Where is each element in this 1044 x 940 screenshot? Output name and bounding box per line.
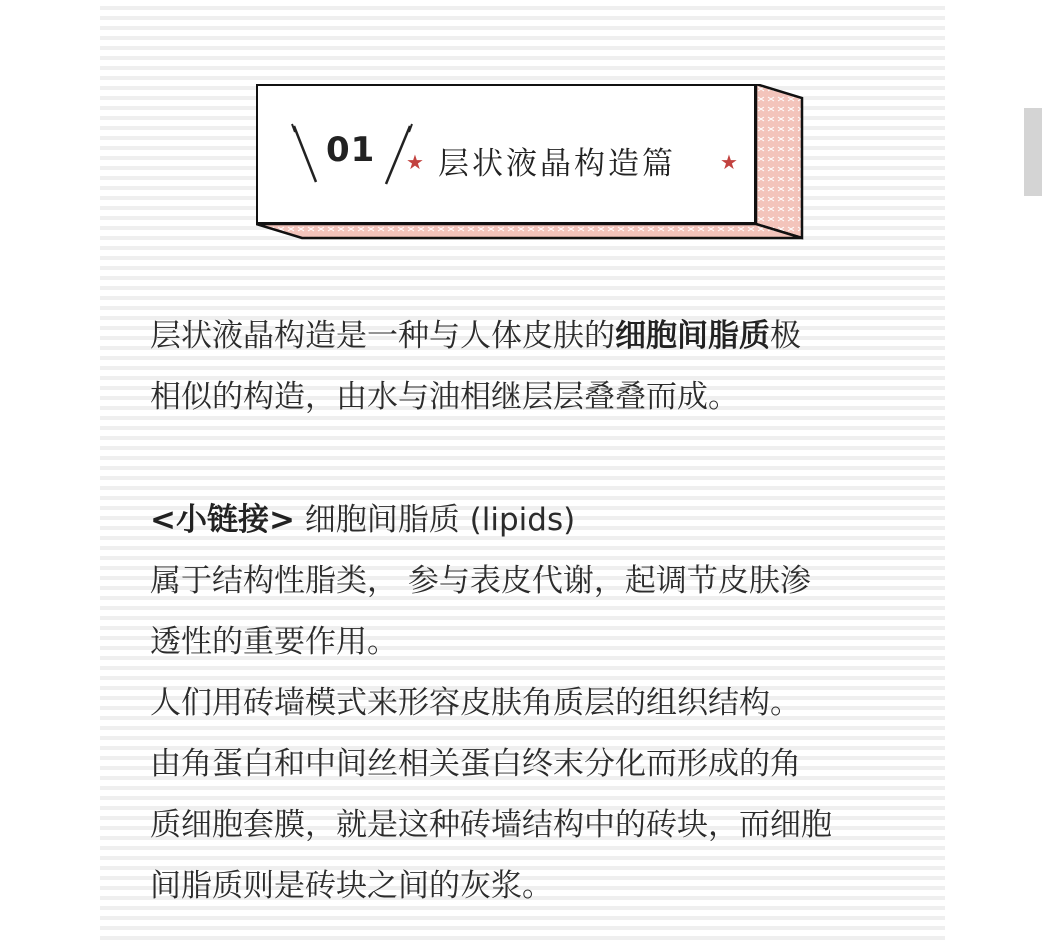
body-line: 人们用砖墙模式来形容皮肤角质层的组织结构。 — [150, 685, 801, 721]
link-paragraph — [150, 490, 832, 917]
intro-line-1 — [150, 306, 801, 367]
intro-text: 层状液晶构造是一种与人体皮肤的 — [150, 318, 615, 354]
link-label: <小链接> — [150, 502, 295, 538]
intro-text: 极 — [770, 318, 801, 354]
highlight-term: 细胞间脂质 — [615, 318, 770, 354]
star-icon: ★ — [720, 150, 738, 174]
section-title: 层状液晶构造篇 — [438, 146, 676, 182]
body-line: 间脂质则是砖块之间的灰浆。 — [150, 868, 553, 904]
section-number: 01 — [326, 130, 376, 170]
intro-line-2: 相似的构造，由水与油相继层层叠叠而成。 — [150, 379, 739, 415]
body-line: 质细胞套膜，就是这种砖墙结构中的砖块，而细胞 — [150, 807, 832, 843]
intro-paragraph — [150, 306, 801, 428]
scrollbar-thumb[interactable] — [1024, 108, 1042, 196]
section-header — [256, 84, 804, 240]
link-heading-line — [150, 490, 832, 551]
body-line: 属于结构性脂类， 参与表皮代谢，起调节皮肤渗 — [150, 563, 811, 599]
body-line: 由角蛋白和中间丝相关蛋白终末分化而形成的角 — [150, 746, 801, 782]
body-line: 透性的重要作用。 — [150, 624, 398, 660]
header-card — [256, 84, 756, 224]
star-icon: ★ — [406, 150, 424, 174]
link-heading: 细胞间脂质 (lipids) — [294, 502, 576, 538]
